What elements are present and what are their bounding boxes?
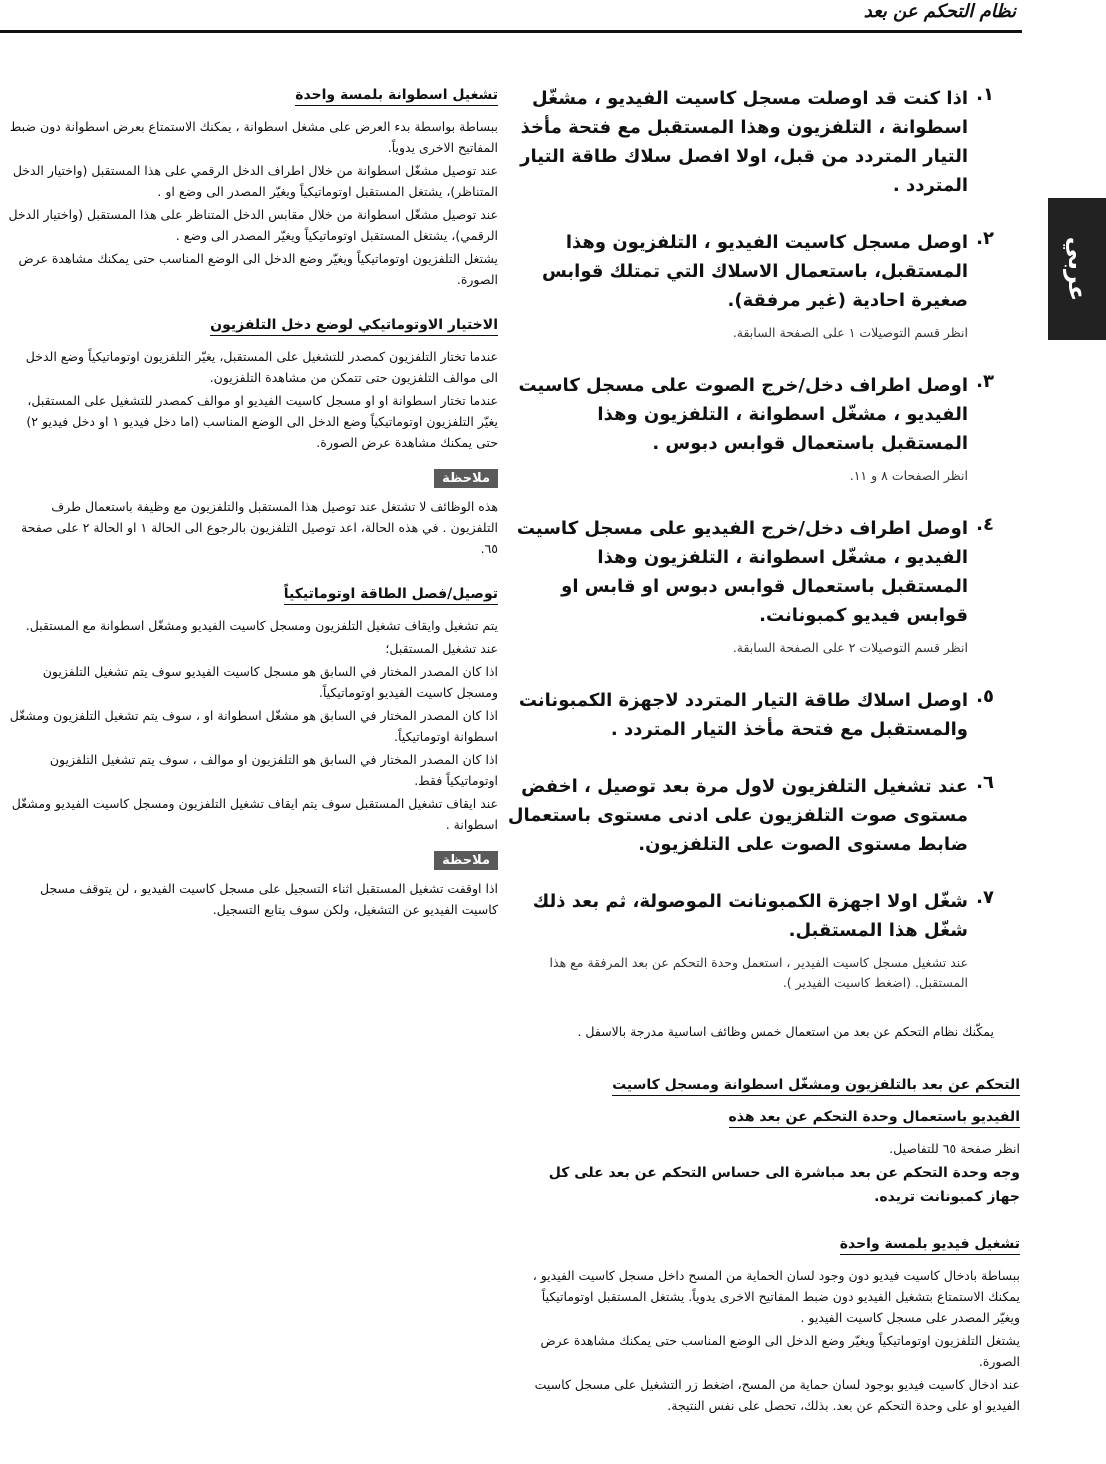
power-p2: عند تشغيل المستقبل؛	[385, 641, 498, 656]
step-1	[506, 84, 994, 200]
step-subnote: انظر قسم التوصيلات ٢ على الصفحة السابقة.	[732, 640, 968, 655]
remote-column	[520, 1074, 1020, 1418]
step-4	[506, 514, 994, 658]
remote-p1: انظر صفحة ٦٥ للتفاصيل.	[889, 1141, 1020, 1156]
step-subnote: عند تشغيل مسجل كاسيت الفيدير ، استعمل وحدة التحكم عن بعد المرفقة مع هذا المستقبل. (اضغط كاسيت الفيدير ).	[549, 955, 968, 990]
step-subnote: انظر قسم التوصيلات ١ على الصفحة السابقة.	[732, 325, 968, 340]
step-number: ٢.	[976, 228, 994, 249]
video-p1: ببساطة بادخال كاسيت فيديو دون وجود لسان الحماية من المسح داخل مسجل كاسيت الفيديو ، يمكنك الاستمتاع بتشغيل الفيديو دون ضبط المفاتيح الاخرى يدوياً. يشتغل المستقبل اوتوماتيكياً ويغيّر المصدر على مسجل كاسيت الفيديو .	[532, 1268, 1020, 1325]
power-p1: يتم تشغيل وايقاف تشغيل التلفزيون ومسجل كاسيت الفيديو ومشغّل اسطوانة مع المستقبل.	[25, 618, 498, 633]
remote-p2: وجه وحدة التحكم عن بعد مباشرة الى حساس التحكم عن بعد على كل جهاز كمبونانت تريده.	[548, 1165, 1020, 1205]
step-number: ٤.	[976, 514, 994, 535]
video-section-title: تشغيل فيديو بلمسة واحدة	[840, 1236, 1020, 1255]
step-5	[506, 686, 994, 744]
step-text: اوصل اطراف دخل/خرج الفيديو على مسجل كاسيت الفيديو ، مشغّل اسطوانة ، التلفزيون وهذا المستقبل باستعمال قوابس دبوس او قابس او قوابس فيديو كمبونانت.	[516, 518, 968, 626]
power-b1: اذا كان المصدر المختار في السابق هو مسجل كاسيت الفيديو سوف يتم تشغيل التلفزيون ومسجل كاسيت الفيديو اوتوماتيكياً.	[42, 664, 498, 700]
step-6	[506, 772, 994, 859]
step-text: عند تشغيل التلفزيون لاول مرة بعد توصيل ، اخفض مستوى صوت التلفزيون على ادنى مستوى باستعمال ضابط مستوى الصوت على التلفزيون.	[507, 776, 968, 855]
step-number: ١.	[976, 84, 994, 105]
step-text: اوصل اسلاك طاقة التيار المتردد لاجهزة الكمبونانت والمستقبل مع فتحة مأخذ التيار المتردد .	[518, 690, 968, 740]
tv-p2: عندما تختار اسطوانة او او مسجل كاسيت الفيديو او موالف كمصدر للتشغيل على المستقبل، يغيّر التلفزيون اوتوماتيكياً وضع الدخل الى الوضع المناسب (اما دخل فيديو ١ او دخل فيديو ٢) حتى يمكنك مشاهدة عرض الصورة.	[26, 393, 498, 450]
tv-p1: عندما تختار التلفزيون كمصدر للتشغيل على المستقبل، يغيّر التلفزيون اوتوماتيكياً وضع الدخل الى موالف التلفزيون حتى تتمكن من مشاهدة التلفزيون.	[25, 349, 498, 385]
remote-section-title-1: التحكم عن بعد بالتلفزيون ومشغّل اسطوانة ومسجل كاسيت	[612, 1077, 1020, 1096]
step-text: اذا كنت قد اوصلت مسجل كاسيت الفيديو ، مشغّل اسطوانة ، التلفزيون وهذا المستقبل مع فتحة مأخذ التيار المتردد من قبل، اولا افصل سلاك طاقة التيار المتردد .	[520, 88, 968, 196]
step-text: شغّل اولا اجهزة الكمبونانت الموصولة، ثم بعد ذلك شغّل هذا المستقبل.	[532, 891, 968, 941]
video-p3: عند ادخال كاسيت فيديو بوجود لسان حماية من المسح، اضغط زر التشغيل على مسجل كاسيت الفيديو او على وحدة التحكم عن بعد. بذلك، تحصل على نفس النتيجة.	[534, 1377, 1020, 1413]
power-p3: عند ايقاف تشغيل المستقبل سوف يتم ايقاف تشغيل التلفزيون ومسجل كاسيت الفيديو ومشغّل اسطوانة .	[11, 796, 498, 832]
tv-section-title: الاختيار الاوتوماتيكي لوضع دخل التلفزيون	[210, 317, 498, 336]
step-number: ٥.	[976, 686, 994, 707]
intro-text: يمكّنك نظام التحكم عن بعد من استعمال خمس وظائف اساسية مدرجة بالاسفل .	[577, 1024, 994, 1039]
step-subnote: انظر الصفحات ٨ و ١١.	[849, 468, 968, 483]
disc-p1: ببساطة بواسطة بدء العرض على مشغل اسطوانة ، يمكنك الاستمتاع بعرض اسطوانة دون ضبط المفاتيح الاخرى يدوياً.	[9, 119, 498, 155]
power-b3: اذا كان المصدر المختار في السابق هو التلفزيون او موالف ، سوف يتم تشغيل التلفزيون اوتوماتيكياً فقط.	[49, 752, 498, 788]
note-badge: ملاحظة	[434, 851, 498, 870]
step-text: اوصل مسجل كاسيت الفيديو ، التلفزيون وهذا المستقبل، باستعمال الاسلاك التي تمتلك قوابس صغيرة احادية (غير مرفقة).	[541, 232, 968, 311]
step-text: اوصل اطراف دخل/خرج الصوت على مسجل كاسيت الفيديو ، مشغّل اسطوانة ، التلفزيون وهذا المستقبل باستعمال قوابس دبوس .	[518, 375, 968, 454]
language-tab-label: عربي	[1063, 236, 1091, 302]
steps-column	[506, 84, 994, 1050]
disc-section-title: تشغيل اسطوانة بلمسة واحدة	[295, 87, 498, 106]
page-header	[0, 0, 1022, 33]
disc-p2: عند توصيل مشغّل اسطوانة من خلال اطراف الدخل الرقمي على هذا المستقبل (واختيار الدخل المتناظر)، يشتغل المستقبل اوتوماتيكياً ويغيّر المصدر الى وضع او .	[12, 163, 498, 199]
note1-p1: هذه الوظائف لا تشتغل عند توصيل هذا المستقبل والتلفزيون مع وظيفة باستعمال طرف التلفزيون . في هذه الحالة، اعد توصيل التلفزيون بالرجوع الى الحالة ١ او الحالة ٢ على صفحة ٦٥.	[20, 499, 498, 556]
step-number: ٦.	[976, 772, 994, 793]
remote-section-title-2: الفيديو باستعمال وحدة التحكم عن بعد هذه	[729, 1109, 1021, 1128]
power-b2: اذا كان المصدر المختار في السابق هو مشغّل اسطوانة او ، سوف يتم تشغيل التلفزيون ومشغّل اسطوانة اوتوماتيكياً.	[9, 708, 498, 744]
video-p2: يشتغل التلفزيون اوتوماتيكياً ويغيّر وضع الدخل الى الوضع المناسب حتى يمكنك مشاهدة عرض الصورة.	[540, 1333, 1020, 1369]
note-badge: ملاحظة	[434, 469, 498, 488]
language-tab	[1048, 198, 1106, 340]
page-title: نظام التحكم عن بعد	[863, 1, 1016, 22]
step-2	[506, 228, 994, 343]
step-7	[506, 887, 994, 993]
disc-p3: عند توصيل مشغّل اسطوانة من خلال مقابس الدخل المتناظر على هذا المستقبل (واختيار الدخل الرقمي)، يشتغل المستقبل اوتوماتيكياً ويغيّر المصدر الى وضع .	[8, 207, 498, 243]
left-column	[8, 84, 498, 922]
step-number: ٣.	[976, 371, 994, 392]
disc-p4: يشتغل التلفزيون اوتوماتيكياً ويغيّر وضع الدخل الى الوضع المناسب حتى يمكنك مشاهدة عرض الصورة.	[18, 251, 498, 287]
power-section-title: توصيل/فصل الطاقة اوتوماتيكياً	[284, 586, 498, 605]
step-3	[506, 371, 994, 486]
note2-p1: اذا اوقفت تشغيل المستقبل اثناء التسجيل على مسجل كاسيت الفيديو ، لن يتوقف مسجل كاسيت الفيديو عن التشغيل، ولكن سوف يتابع التسجيل.	[40, 881, 498, 917]
step-number: ٧.	[976, 887, 994, 908]
